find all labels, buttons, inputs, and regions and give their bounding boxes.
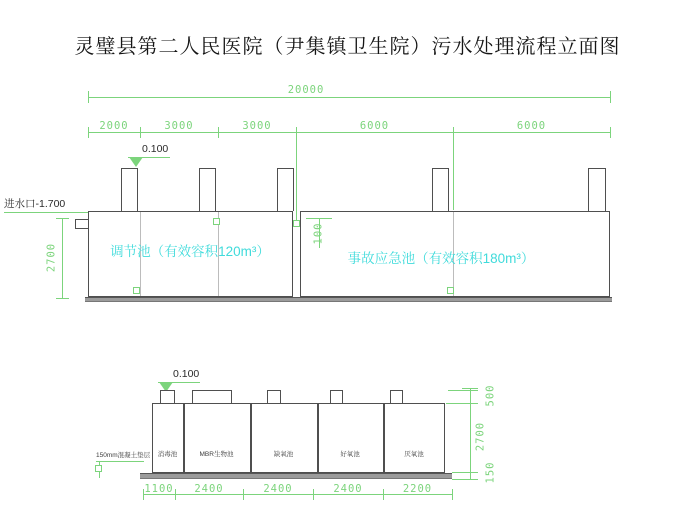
bottom-dim-3: 2400 (263, 483, 293, 495)
upper-seg-dim-1: 2000 (99, 120, 129, 132)
vent-pillar (121, 168, 138, 211)
regulating-tank-label: 调节池（有效容积120m³） (110, 244, 270, 259)
extension-line (452, 479, 478, 480)
hatch-pillar (192, 390, 232, 403)
inlet-label: 进水口-1.700 (4, 198, 66, 210)
upper-seg-dim-2: 3000 (164, 120, 194, 132)
vent-pillar (588, 168, 606, 211)
upper-elevation-label: 0.100 (142, 143, 169, 155)
compartment-label-4: 好氧池 (340, 451, 360, 458)
compartment-label-5: 厌氧池 (404, 451, 424, 458)
compartment-label-2: MBR生物池 (199, 451, 234, 458)
lower-elevation-label: 0.100 (173, 368, 200, 380)
upper-seg-dim-4: 6000 (359, 120, 390, 132)
right-dim-500: 500 (484, 384, 497, 407)
extension-line (452, 472, 478, 473)
extension-line (448, 390, 478, 391)
base-cushion-note: 150mm混凝土垫层 (96, 452, 151, 459)
pipe-fitting (213, 218, 220, 225)
bottom-dim-5: 2200 (402, 483, 433, 495)
dim-tick (462, 388, 478, 389)
upper-segment-dim-line (88, 132, 610, 133)
dim-tick (610, 127, 611, 138)
compartment-wall (383, 404, 385, 472)
extension-line (453, 135, 454, 210)
hatch-pillar (330, 390, 343, 403)
height-dim-line (62, 218, 63, 299)
upper-seg-dim-5: 6000 (516, 120, 547, 132)
right-dim-2700: 2700 (474, 421, 487, 452)
compartment-wall (317, 404, 319, 472)
hatch-pillar (267, 390, 281, 403)
dim-tick (610, 91, 611, 103)
freeboard-dim-label: 100 (312, 222, 325, 245)
extension-line (296, 135, 297, 222)
base-slab (140, 473, 452, 479)
foundation-slab (85, 297, 612, 302)
bottom-dim-1: 1100 (144, 483, 174, 495)
upper-height-dim-label: 2700 (45, 242, 58, 273)
emergency-tank-label: 事故应急池（有效容积180m³） (347, 251, 535, 266)
compartment-wall (183, 404, 185, 472)
dim-tick (452, 489, 453, 500)
pipe-fitting (293, 220, 300, 227)
right-dim-150: 150 (484, 461, 497, 484)
drawing-title: 灵璧县第二人民医院（尹集镇卫生院）污水处理流程立面图 (74, 36, 621, 58)
elevation-triangle-icon (129, 157, 143, 167)
note-leader-line (96, 461, 144, 462)
upper-total-dim-label: 20000 (287, 84, 325, 96)
treatment-tank-outline (152, 403, 445, 473)
vent-pillar (277, 168, 294, 211)
hatch-pillar (390, 390, 403, 403)
right-dim-line (470, 388, 471, 480)
hatch-pillar (160, 390, 175, 403)
vent-pillar (432, 168, 449, 211)
compartment-wall (250, 404, 252, 472)
upper-seg-dim-3: 3000 (242, 120, 272, 132)
compartment-label-1: 消毒池 (157, 451, 178, 458)
vent-pillar (199, 168, 216, 211)
dim-tick (56, 298, 69, 299)
dim-tick (88, 91, 89, 103)
compartment-label-3: 缺氧池 (273, 451, 294, 458)
dim-tick (56, 218, 69, 219)
upper-total-dim-line (88, 97, 610, 98)
pipe-fitting (133, 287, 140, 294)
extension-line (446, 403, 478, 404)
pipe-fitting (447, 287, 454, 294)
bottom-dim-4: 2400 (333, 483, 363, 495)
bottom-dim-2: 2400 (194, 483, 224, 495)
pipe-fitting (95, 465, 102, 472)
